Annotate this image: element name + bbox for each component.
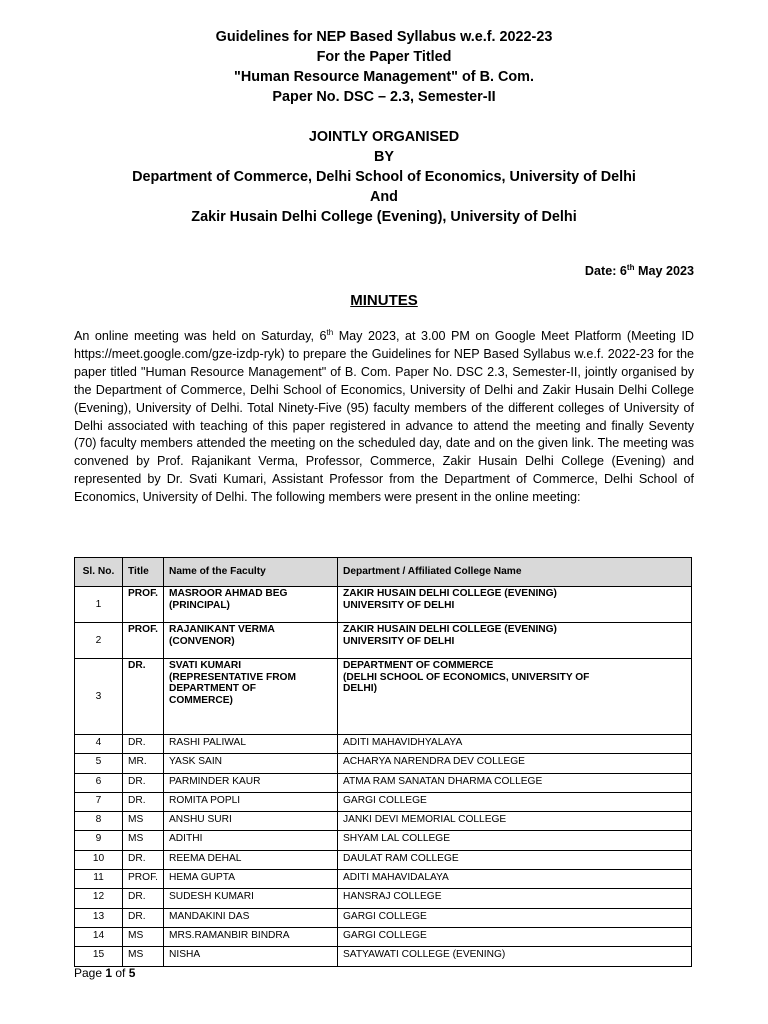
table-cell-title: DR.: [123, 735, 164, 754]
table-cell-sl-no: 5: [75, 754, 123, 773]
table-cell-title: DR.: [123, 850, 164, 869]
table-cell-name: MRS.RAMANBIR BINDRA: [164, 927, 338, 946]
table-row: [75, 927, 692, 946]
table-cell-department: SHYAM LAL COLLEGE: [338, 831, 692, 850]
table-cell-sl-no: 13: [75, 908, 123, 927]
table-cell-title: MS: [123, 927, 164, 946]
table-cell-title: DR.: [123, 773, 164, 792]
table-cell-title: MS: [123, 812, 164, 831]
table-cell-name: SVATI KUMARI (REPRESENTATIVE FROM DEPARTMENT OF COMMERCE): [164, 659, 338, 735]
header-line: Guidelines for NEP Based Syllabus w.e.f. 2022-23: [215, 29, 553, 45]
table-cell-sl-no: 11: [75, 870, 123, 889]
document-header: [0, 27, 768, 227]
table-body: [75, 587, 692, 967]
table-row: [75, 754, 692, 773]
table-cell-title: DR.: [123, 889, 164, 908]
table-row: [75, 623, 692, 659]
header-line: Zakir Husain Delhi College (Evening), University of Delhi: [191, 209, 577, 225]
header-line: BY: [374, 149, 394, 165]
meeting-date: Date: 6th May 2023: [584, 263, 694, 279]
header-line: JOINTLY ORGANISED: [308, 129, 460, 145]
table-cell-department: ADITI MAHAVIDALAYA: [338, 870, 692, 889]
table-cell-sl-no: 15: [75, 947, 123, 966]
table-cell-sl-no: 3: [75, 659, 123, 735]
minutes-paragraph: An online meeting was held on Saturday, 6th May 2023, at 3.00 PM on Google Meet Platform (Meeting ID https://meet.google.com/gze-izdp-ryk) to prepare the Guidelines for NEP Based Syllabus w.e.f. 2022-23 for the paper titled "Human Resource Management" of B. Com. Paper No. DSC 2.3, Semester-II, jointly organised by the Department of Commerce, Delhi School of Economics, University of Delhi and Zakir Husain Delhi College (Evening), University of Delhi. Total Ninety-Five (95) faculty members of the different colleges of University of Delhi associated with teaching of this paper registered in advance to attend the meeting and finally Seventy (70) faculty members attended the meeting on the scheduled day, date and on the given link. The meeting was convened by Prof. Rajanikant Verma, Professor, Commerce, Zakir Husain Delhi College (Evening) and represented by Dr. Svati Kumari, Assistant Professor from the Department of Commerce, Delhi School of Economics, University of Delhi. The following members were present in the online meeting:: [74, 327, 695, 505]
table-cell-department: SATYAWATI COLLEGE (EVENING): [338, 947, 692, 966]
table-cell-department: GARGI COLLEGE: [338, 792, 692, 811]
table-cell-sl-no: 4: [75, 735, 123, 754]
table-row: [75, 659, 692, 735]
table-cell-department: DEPARTMENT OF COMMERCE (DELHI SCHOOL OF ECONOMICS, UNIVERSITY OF DELHI): [338, 659, 692, 735]
header-line: Paper No. DSC – 2.3, Semester-II: [272, 89, 496, 105]
column-header-name: Name of the Faculty: [164, 558, 338, 587]
table-row: [75, 947, 692, 966]
table-cell-department: GARGI COLLEGE: [338, 927, 692, 946]
table-cell-sl-no: 6: [75, 773, 123, 792]
table-cell-title: MR.: [123, 754, 164, 773]
table-cell-name: RASHI PALIWAL: [164, 735, 338, 754]
table-cell-title: PROF.: [123, 623, 164, 659]
table-cell-department: ADITI MAHAVIDHYALAYA: [338, 735, 692, 754]
table-cell-name: ROMITA POPLI: [164, 792, 338, 811]
header-line: Department of Commerce, Delhi School of Economics, University of Delhi: [132, 169, 636, 185]
table-cell-name: MASROOR AHMAD BEG (PRINCIPAL): [164, 587, 338, 623]
table-cell-sl-no: 2: [75, 623, 123, 659]
table-cell-name: HEMA GUPTA: [164, 870, 338, 889]
table-cell-title: DR.: [123, 792, 164, 811]
column-header-title: Title: [123, 558, 164, 587]
table-cell-sl-no: 8: [75, 812, 123, 831]
table-cell-name: ADITHI: [164, 831, 338, 850]
table-cell-name: SUDESH KUMARI: [164, 889, 338, 908]
table-cell-department: ZAKIR HUSAIN DELHI COLLEGE (EVENING) UNIVERSITY OF DELHI: [338, 587, 692, 623]
table-cell-title: DR.: [123, 908, 164, 927]
table-cell-department: ZAKIR HUSAIN DELHI COLLEGE (EVENING) UNIVERSITY OF DELHI: [338, 623, 692, 659]
table-cell-name: MANDAKINI DAS: [164, 908, 338, 927]
table-row: [75, 735, 692, 754]
table-cell-name: RAJANIKANT VERMA (CONVENOR): [164, 623, 338, 659]
header-line: For the Paper Titled: [316, 49, 452, 65]
table-row: [75, 870, 692, 889]
minutes-title: MINUTES: [350, 292, 418, 309]
table-cell-name: YASK SAIN: [164, 754, 338, 773]
table-cell-department: GARGI COLLEGE: [338, 908, 692, 927]
table-cell-name: ANSHU SURI: [164, 812, 338, 831]
table-row: [75, 831, 692, 850]
column-header-department: Department / Affiliated College Name: [338, 558, 692, 587]
table-header-row: [75, 558, 692, 587]
table-row: [75, 587, 692, 623]
page-footer: Page 1 of 5: [74, 966, 136, 980]
table-row: [75, 792, 692, 811]
table-cell-department: DAULAT RAM COLLEGE: [338, 850, 692, 869]
table-cell-department: JANKI DEVI MEMORIAL COLLEGE: [338, 812, 692, 831]
table-row: [75, 908, 692, 927]
column-header-sl-no: Sl. No.: [75, 558, 123, 587]
table-cell-title: PROF.: [123, 870, 164, 889]
table-cell-name: REEMA DEHAL: [164, 850, 338, 869]
header-line: "Human Resource Management" of B. Com.: [234, 69, 534, 85]
header-line: And: [370, 189, 398, 205]
table-cell-department: ACHARYA NARENDRA DEV COLLEGE: [338, 754, 692, 773]
table-cell-department: HANSRAJ COLLEGE: [338, 889, 692, 908]
table-cell-sl-no: 10: [75, 850, 123, 869]
table-cell-title: MS: [123, 947, 164, 966]
table-cell-sl-no: 9: [75, 831, 123, 850]
table-cell-department: ATMA RAM SANATAN DHARMA COLLEGE: [338, 773, 692, 792]
table-cell-name: NISHA: [164, 947, 338, 966]
table-row: [75, 773, 692, 792]
table-cell-name: PARMINDER KAUR: [164, 773, 338, 792]
table-cell-title: DR.: [123, 659, 164, 735]
table-row: [75, 889, 692, 908]
table-cell-title: MS: [123, 831, 164, 850]
table-cell-sl-no: 7: [75, 792, 123, 811]
table-cell-sl-no: 1: [75, 587, 123, 623]
table-row: [75, 850, 692, 869]
faculty-table: [74, 557, 692, 967]
table-cell-sl-no: 12: [75, 889, 123, 908]
table-cell-sl-no: 14: [75, 927, 123, 946]
table-row: [75, 812, 692, 831]
table-cell-title: PROF.: [123, 587, 164, 623]
